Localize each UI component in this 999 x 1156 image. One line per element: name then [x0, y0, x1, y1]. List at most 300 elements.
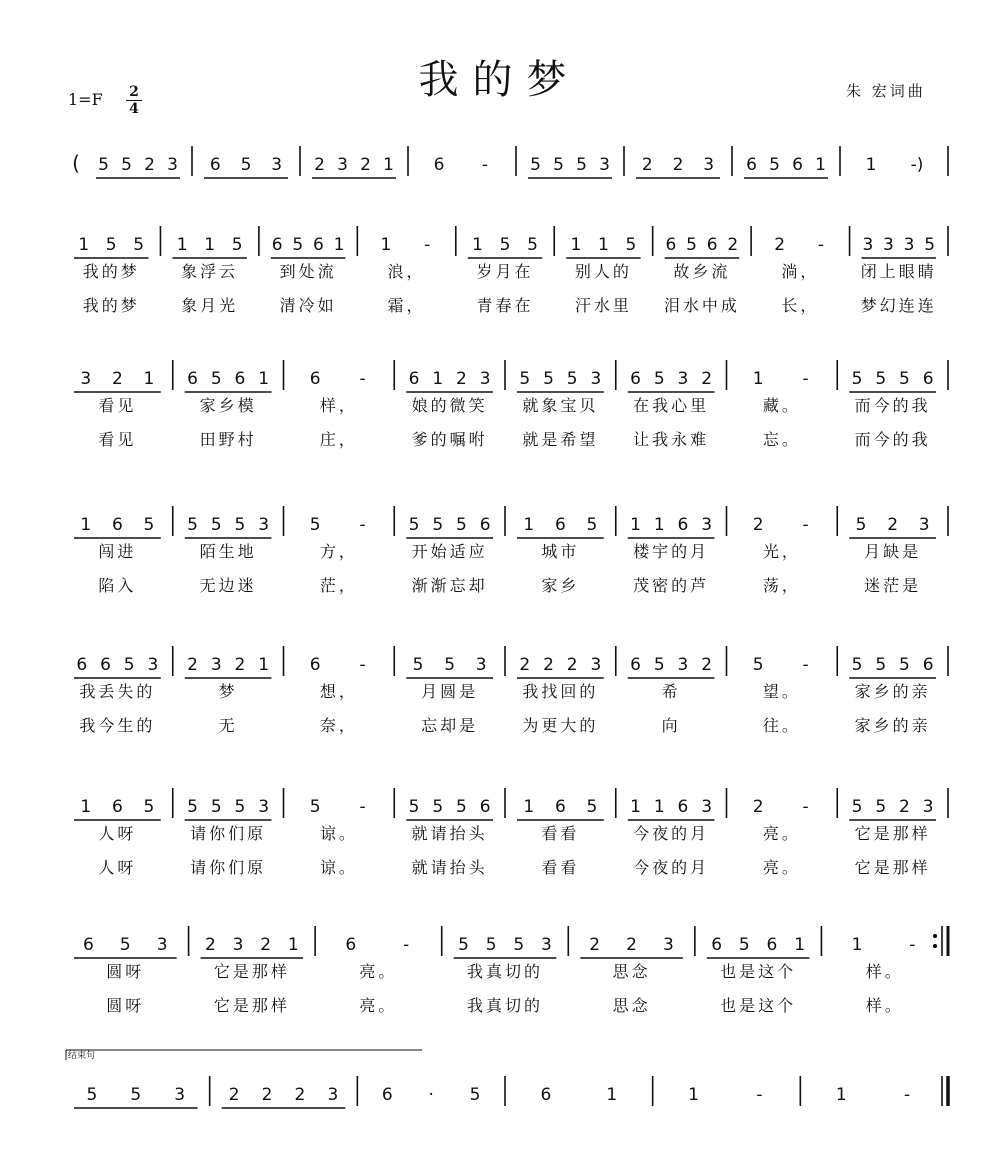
- score-note: 5: [234, 797, 246, 817]
- score-note: -: [802, 515, 809, 535]
- lyric-verse-1: 而今的我: [854, 396, 931, 415]
- score-note: 2: [641, 155, 653, 175]
- score-note: 5: [121, 155, 132, 175]
- score-note: 6: [381, 1085, 393, 1105]
- score-note: 6: [706, 235, 718, 255]
- score-note: 3: [147, 655, 159, 675]
- lyric-verse-2: 请你们原: [190, 858, 267, 877]
- score-note: 3: [327, 1085, 339, 1105]
- score-note: 3: [80, 369, 92, 389]
- score-note: 3: [599, 155, 610, 175]
- score-note: 1: [835, 1085, 847, 1105]
- score-note: -: [359, 797, 366, 817]
- lyric-verse-2: 家乡: [541, 576, 580, 595]
- score-note: 6: [234, 369, 246, 389]
- score-note: 5: [653, 369, 665, 389]
- score-note: 6: [630, 369, 642, 389]
- score-note: 5: [738, 935, 750, 955]
- lyric-verse-2: 渐渐忘却: [411, 576, 488, 595]
- score-note: 5: [210, 515, 222, 535]
- lyric-verse-1: 谅。: [319, 824, 358, 843]
- lyric-verse-1: 亮。: [762, 824, 801, 843]
- score-note: 6: [677, 515, 689, 535]
- score-note: 3: [883, 235, 894, 255]
- score-note: 1: [523, 515, 535, 535]
- score-note: ·: [428, 1085, 434, 1105]
- lyric-verse-2: 汗水里: [574, 296, 632, 315]
- score-note: 2: [456, 369, 467, 389]
- lyric-verse-1: 陌生地: [199, 542, 257, 561]
- lyric-verse-2: 青春在: [476, 296, 534, 315]
- lyric-verse-2: 奈，: [319, 716, 358, 735]
- score-note: 5: [210, 369, 222, 389]
- score-note: 5: [875, 369, 887, 389]
- score-note: 3: [479, 369, 491, 389]
- score-note: 1: [630, 515, 642, 535]
- score-note: 6: [554, 797, 566, 817]
- score-note: 5: [469, 1085, 481, 1105]
- score-note: 3: [258, 515, 270, 535]
- lyric-verse-1: 别人的: [574, 262, 632, 281]
- lyric-verse-2: 忘。: [762, 430, 801, 449]
- score-note: 5: [769, 155, 780, 175]
- lyric-verse-1: 光，: [762, 542, 801, 561]
- intro-open-paren: (: [72, 151, 80, 175]
- score-note: 1: [630, 797, 642, 817]
- key-signature: 1=F: [68, 90, 103, 109]
- score-note: 3: [258, 797, 270, 817]
- lyric-verse-2: 样。: [865, 996, 904, 1015]
- score-note: 2: [589, 935, 601, 955]
- score-note: 5: [98, 155, 109, 175]
- score-note: 5: [875, 655, 887, 675]
- score-note: 1: [258, 655, 270, 675]
- score-note: 2: [519, 655, 531, 675]
- score-note: 5: [586, 515, 598, 535]
- score-note: 5: [519, 369, 531, 389]
- score-note: 3: [663, 935, 674, 955]
- score-note: 5: [899, 655, 910, 675]
- score-note: 6: [922, 369, 934, 389]
- score-note: 1: [333, 235, 345, 255]
- score-note: 1: [653, 797, 665, 817]
- score-note: 5: [553, 155, 564, 175]
- lyric-verse-1: 梦: [218, 682, 238, 701]
- lyric-verse-1: 样，: [319, 396, 358, 415]
- score-note: 6: [209, 155, 221, 175]
- lyric-verse-2: 它是那样: [213, 996, 290, 1015]
- score-note: 1: [80, 515, 92, 535]
- score-note: -: [802, 369, 809, 389]
- lyric-verse-2: 看见: [98, 430, 137, 449]
- score-note: 2: [294, 1085, 306, 1105]
- lyric-verse-2: 清冷如: [279, 296, 337, 315]
- score-note: 5: [530, 155, 541, 175]
- score-note: 3: [232, 935, 244, 955]
- lyric-verse-1: 看看: [541, 824, 580, 843]
- score-note: 3: [862, 235, 874, 255]
- lyric-verse-2: 茫，: [319, 576, 358, 595]
- lyric-verse-1: 到处流: [279, 262, 337, 281]
- score-note: -: [756, 1085, 763, 1105]
- score-note: 5: [412, 655, 424, 675]
- score-note: 3: [271, 155, 283, 175]
- score-note: 1: [78, 235, 90, 255]
- lyric-verse-2: 无: [218, 716, 238, 735]
- lyric-verse-2: 让我永难: [633, 430, 710, 449]
- score-note: 3: [918, 515, 930, 535]
- lyric-verse-1: 它是那样: [213, 962, 290, 981]
- page-title: 我的梦: [418, 57, 581, 103]
- lyric-verse-2: 梦幻连连: [860, 296, 937, 315]
- lyric-verse-1: 就象宝贝: [522, 396, 599, 415]
- score-note: 1: [851, 935, 863, 955]
- score-note: 3: [703, 155, 715, 175]
- lyric-verse-2: 象月光: [181, 296, 239, 315]
- score-note: 6: [792, 155, 803, 175]
- score-note: 6: [309, 655, 321, 675]
- score-note: 1: [258, 369, 270, 389]
- time-signature-bottom: 4: [129, 101, 139, 117]
- score-note: 6: [83, 935, 94, 955]
- lyric-verse-1: 象浮云: [181, 262, 239, 281]
- score-note: -: [359, 515, 366, 535]
- score-note: 6: [479, 797, 491, 817]
- coda-section-label: 结束句: [68, 1051, 96, 1061]
- lyric-verse-2: 庄，: [319, 430, 358, 449]
- score-note: -: [909, 935, 916, 955]
- score-note: 6: [677, 797, 689, 817]
- score-note: 6: [313, 235, 324, 255]
- score-note: 1: [523, 797, 535, 817]
- score-note: 5: [292, 235, 304, 255]
- score-note: -: [817, 235, 825, 255]
- score-note: 5: [432, 797, 444, 817]
- score-note: -: [424, 235, 431, 255]
- score-note: 2: [144, 155, 155, 175]
- lyric-verse-2: 我今生的: [79, 716, 156, 735]
- lyric-verse-1: 浪，: [387, 262, 426, 281]
- score-note: 6: [76, 655, 88, 675]
- score-note: 2: [887, 515, 899, 535]
- score-note: 6: [630, 655, 642, 675]
- score-note: 5: [234, 515, 246, 535]
- score-note: 1: [143, 369, 155, 389]
- lyric-verse-2: 而今的我: [854, 430, 931, 449]
- score-note: 2: [672, 155, 684, 175]
- lyric-verse-1: 亮。: [359, 962, 398, 981]
- score-note: 5: [408, 515, 420, 535]
- score-note: 3: [701, 797, 713, 817]
- score-note: 1: [688, 1085, 699, 1105]
- composer-credit: 朱 宏词曲: [846, 82, 926, 100]
- lyric-verse-1: 我的梦: [82, 262, 140, 281]
- lyric-verse-2: 往。: [762, 716, 801, 735]
- score-note: 1: [865, 155, 877, 175]
- score-note: 2: [261, 1085, 273, 1105]
- lyric-verse-2: 就请抬头: [411, 858, 488, 877]
- score-note: 1: [380, 235, 392, 255]
- lyric-verse-2: 思念: [612, 996, 651, 1015]
- lyric-verse-1: 我找回的: [522, 682, 599, 701]
- score-note: 5: [458, 935, 469, 955]
- lyric-verse-2: 长，: [781, 296, 820, 315]
- lyric-verse-1: 就请抬头: [411, 824, 488, 843]
- score-note: 6: [408, 369, 420, 389]
- score-note: 1: [752, 369, 764, 389]
- score-note: 5: [752, 655, 764, 675]
- score-note: 3: [174, 1085, 186, 1105]
- lyric-verse-2: 我真切的: [466, 996, 544, 1015]
- score-note: 1: [80, 797, 92, 817]
- score-note: 5: [210, 797, 222, 817]
- lyric-verse-1: 望。: [762, 682, 801, 701]
- lyric-verse-1: 看见: [98, 396, 137, 415]
- score-note: 6: [554, 515, 566, 535]
- score-note: 2: [543, 655, 554, 675]
- score-note: 5: [133, 235, 145, 255]
- score-note: 5: [130, 1085, 142, 1105]
- lyric-verse-2: 家乡的亲: [854, 716, 931, 735]
- score-note: 2: [111, 369, 123, 389]
- lyric-verse-2: 亮。: [359, 996, 398, 1015]
- score-note: 5: [851, 797, 863, 817]
- score-note: 2: [187, 655, 199, 675]
- lyric-verse-1: 闯进: [98, 542, 137, 561]
- score-note: 2: [899, 797, 910, 817]
- score-note: 5: [187, 797, 199, 817]
- lyric-verse-1: 月缺是: [864, 542, 922, 561]
- score-note: 5: [851, 369, 863, 389]
- lyric-verse-2: 陷入: [98, 576, 137, 595]
- score-note: 2: [360, 155, 371, 175]
- score-note: 5: [566, 369, 578, 389]
- lyric-verse-1: 想，: [319, 682, 358, 701]
- score-note: 5: [899, 369, 910, 389]
- score-note: 3: [701, 515, 713, 535]
- lyric-verse-2: 就是希望: [522, 430, 599, 449]
- score-note: 3: [903, 235, 915, 255]
- lyric-verse-2: 圆呀: [106, 996, 145, 1015]
- score-note: 1: [815, 155, 826, 175]
- score-note: 6: [746, 155, 757, 175]
- score-note: 3: [475, 655, 487, 675]
- score-note: -: [481, 155, 489, 175]
- score-note: 6: [271, 235, 283, 255]
- lyric-verse-2: 看看: [541, 858, 580, 877]
- score-note: 5: [456, 797, 467, 817]
- lyric-verse-1: 人呀: [98, 824, 137, 843]
- lyric-verse-2: 谅。: [319, 858, 358, 877]
- score-note: 5: [586, 797, 598, 817]
- lyric-verse-1: 我丢失的: [79, 682, 156, 701]
- lyric-verse-1: 今夜的月: [633, 824, 710, 843]
- score-note: 2: [228, 1085, 240, 1105]
- score-note: -: [359, 655, 366, 675]
- score-note: 6: [433, 155, 445, 175]
- score-note: 6: [766, 935, 778, 955]
- score-note: -): [910, 155, 924, 175]
- lyric-verse-1: 希: [661, 682, 681, 701]
- score-note: 5: [432, 515, 444, 535]
- score-note: 2: [701, 655, 713, 675]
- score-note: 6: [309, 369, 321, 389]
- score-note: 5: [499, 235, 511, 255]
- lyric-verse-2: 迷茫是: [864, 576, 922, 595]
- lyric-verse-1: 它是那样: [854, 824, 931, 843]
- score-note: 3: [210, 655, 222, 675]
- lyric-verse-1: 也是这个: [720, 962, 797, 981]
- lyric-verse-1: 淌，: [781, 262, 820, 281]
- score-note: 3: [337, 155, 348, 175]
- score-note: 6: [922, 655, 934, 675]
- score-note: 5: [123, 655, 135, 675]
- score-note: 5: [86, 1085, 98, 1105]
- score-note: 1: [653, 515, 665, 535]
- score-note: 6: [100, 655, 111, 675]
- score-note: 5: [855, 515, 867, 535]
- score-note: 5: [143, 515, 155, 535]
- score-note: 5: [485, 935, 497, 955]
- score-note: 1: [383, 155, 394, 175]
- lyric-verse-1: 请你们原: [190, 824, 267, 843]
- lyric-verse-2: 人呀: [98, 858, 137, 877]
- score-note: -: [359, 369, 366, 389]
- score-note: 1: [598, 235, 609, 255]
- lyric-verse-2: 泪水中成: [663, 296, 740, 315]
- lyric-verse-2: 荡，: [762, 576, 801, 595]
- score-note: 2: [314, 155, 325, 175]
- score-note: -: [802, 797, 809, 817]
- lyric-verse-2: 今夜的月: [633, 858, 710, 877]
- lyric-verse-1: 圆呀: [106, 962, 145, 981]
- lyric-verse-1: 样。: [865, 962, 904, 981]
- lyric-verse-2: 田野村: [199, 430, 257, 449]
- score-note: 2: [752, 515, 764, 535]
- score-note: 2: [727, 235, 739, 255]
- time-signature-top: 2: [126, 84, 142, 101]
- lyric-verse-1: 开始适应: [411, 542, 488, 561]
- repeat-dot: [933, 934, 937, 938]
- score-note: 5: [408, 797, 420, 817]
- lyric-verse-1: 方，: [319, 542, 358, 561]
- score-note: 2: [626, 935, 637, 955]
- score-note: 5: [875, 797, 887, 817]
- lyric-verse-2: 向: [661, 716, 681, 735]
- score-note: 5: [851, 655, 863, 675]
- score-note: 1: [287, 935, 299, 955]
- score-note: 2: [752, 797, 764, 817]
- repeat-dot: [933, 944, 937, 948]
- lyric-verse-2: 霜，: [387, 296, 426, 315]
- lyric-verse-1: 楼宇的月: [633, 542, 710, 561]
- score-note: 5: [543, 369, 554, 389]
- score-note: 5: [240, 155, 252, 175]
- score-note: -: [802, 655, 809, 675]
- score-note: -: [904, 1085, 911, 1105]
- score-note: 5: [105, 235, 117, 255]
- score-note: 1: [570, 235, 582, 255]
- score-note: 3: [677, 655, 689, 675]
- score-note: 1: [176, 235, 188, 255]
- score-note: 6: [187, 369, 199, 389]
- score-note: 3: [590, 369, 602, 389]
- score-note: 3: [922, 797, 934, 817]
- lyric-verse-1: 城市: [541, 542, 580, 561]
- lyric-verse-2: 我的梦: [82, 296, 140, 315]
- lyric-verse-2: 亮。: [762, 858, 801, 877]
- score-note: 6: [111, 797, 123, 817]
- score-note: 2: [566, 655, 578, 675]
- score-note: 3: [156, 935, 168, 955]
- score-note: 5: [231, 235, 243, 255]
- score-note: -: [403, 935, 410, 955]
- score-note: 1: [472, 235, 483, 255]
- lyric-verse-1: 闭上眼睛: [860, 262, 937, 281]
- lyric-verse-1: 我真切的: [466, 962, 544, 981]
- score-note: 5: [143, 797, 155, 817]
- score-note: 6: [111, 515, 123, 535]
- score-note: 2: [234, 655, 246, 675]
- score-note: 5: [309, 797, 321, 817]
- score-note: 5: [576, 155, 587, 175]
- score-note: 5: [527, 235, 538, 255]
- lyric-verse-1: 家乡的亲: [854, 682, 931, 701]
- score-note: 5: [653, 655, 665, 675]
- score-note: 2: [701, 369, 713, 389]
- score-note: 2: [774, 235, 786, 255]
- score-note: 3: [590, 655, 602, 675]
- lyric-verse-1: 思念: [612, 962, 651, 981]
- score-note: 5: [513, 935, 525, 955]
- lyric-verse-2: 也是这个: [720, 996, 797, 1015]
- lyric-verse-1: 岁月在: [476, 262, 534, 281]
- lyric-verse-1: 故乡流: [673, 262, 731, 281]
- score-note: 6: [479, 515, 491, 535]
- lyric-verse-2: 茂密的芦: [633, 576, 710, 595]
- score-note: 5: [309, 515, 321, 535]
- score-note: 5: [686, 235, 697, 255]
- score-note: 6: [665, 235, 677, 255]
- score-note: 3: [167, 155, 178, 175]
- score-note: 6: [711, 935, 723, 955]
- lyric-verse-1: 月圆是: [421, 682, 479, 701]
- score-note: 1: [606, 1085, 618, 1105]
- score-note: 1: [794, 935, 806, 955]
- score-note: 3: [541, 935, 552, 955]
- score-note: 5: [119, 935, 131, 955]
- score-note: 2: [260, 935, 272, 955]
- score-note: 5: [187, 515, 199, 535]
- score-note: 1: [204, 235, 216, 255]
- score-note: 5: [456, 515, 467, 535]
- score-note: 3: [677, 369, 689, 389]
- score-note: 6: [345, 935, 357, 955]
- lyric-verse-1: 娘的微笑: [411, 396, 488, 415]
- score-note: 1: [432, 369, 444, 389]
- lyric-verse-1: 藏。: [762, 396, 801, 415]
- score-note: 2: [204, 935, 216, 955]
- lyric-verse-1: 在我心里: [633, 396, 710, 415]
- lyric-verse-2: 为更大的: [522, 716, 599, 735]
- score-note: 5: [924, 235, 936, 255]
- lyric-verse-2: 无边迷: [199, 576, 257, 595]
- score-note: 5: [444, 655, 456, 675]
- lyric-verse-2: 它是那样: [854, 858, 931, 877]
- score-note: 5: [625, 235, 637, 255]
- lyric-verse-2: 忘却是: [421, 716, 479, 735]
- score-note: 6: [540, 1085, 552, 1105]
